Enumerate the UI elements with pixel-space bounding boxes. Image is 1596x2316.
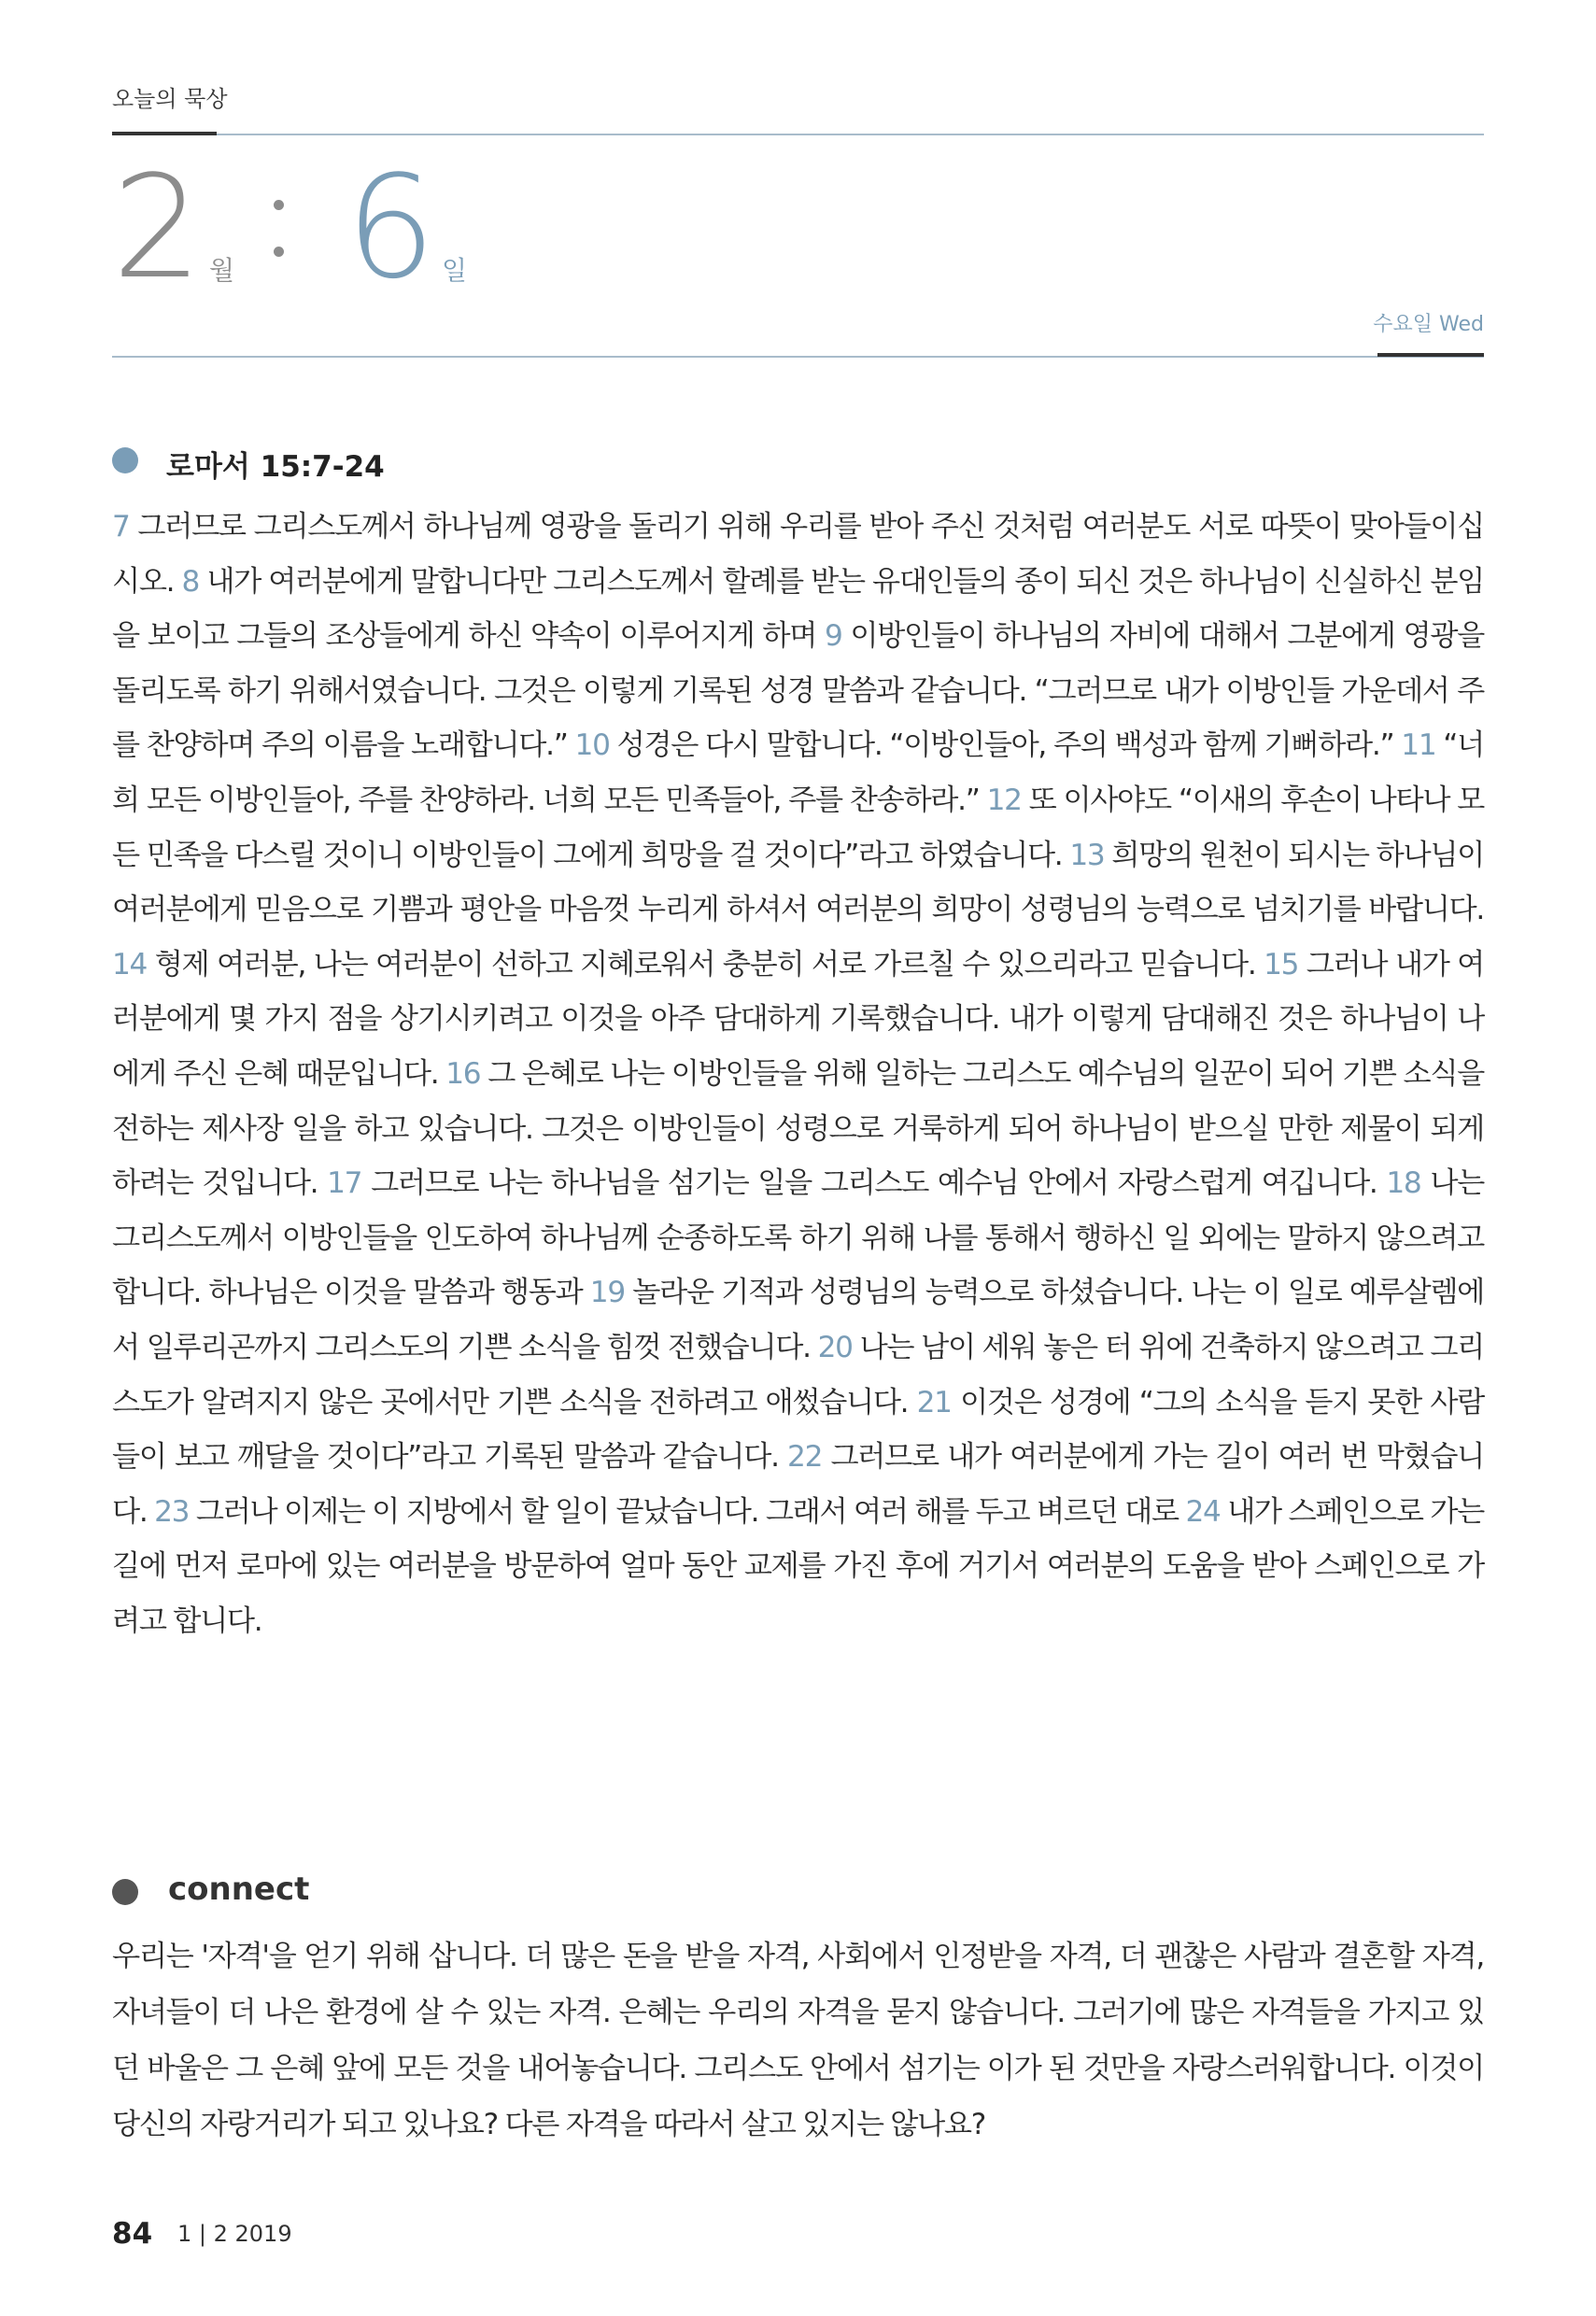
verse-number: 19 (589, 1276, 625, 1310)
verse-number: 12 (986, 783, 1022, 817)
verse-number: 22 (787, 1440, 823, 1475)
weekday-accent-bar (1377, 353, 1484, 357)
verse-text: 그러나 내가 여러분에게 몇 가지 점을 상기시키려고 이것을 아주 담대하게 기록했습니다. 내가 이렇게 담대해진 것은 하나님이 나에게 주신 은혜 때문입니다. (112, 947, 1484, 1091)
day-unit: 일 (442, 255, 468, 286)
verse-text: 그러나 이제는 이 지방에서 할 일이 끝났습니다. 그래서 여러 해를 두고 벼르던 대로 (189, 1494, 1186, 1529)
header-accent-bar (112, 132, 217, 135)
verse-text: 그러므로 나는 하나님을 섬기는 일을 그리스도 예수님 안에서 자랑스럽게 여깁니다. (361, 1166, 1387, 1201)
date-colon (274, 200, 285, 265)
verse-number: 7 (112, 510, 130, 544)
connect-bullet (112, 1879, 138, 1905)
header-rule (112, 134, 1484, 135)
verse-number: 8 (181, 564, 200, 599)
verse-number: 14 (112, 947, 148, 981)
verse-text: 형제 여러분, 나는 여러분이 선하고 지혜로워서 충분히 서로 가르칠 수 있으리라고 믿습니다. (147, 947, 1264, 981)
verse-text: 성경은 다시 말합니다. “이방인들아, 주의 백성과 함께 기뻐하라.” (609, 728, 1402, 763)
section-label: 오늘의 묵상 (112, 86, 228, 112)
weekday-label: 수요일 Wed (1373, 313, 1484, 336)
verse-text: 내가 여러분에게 말합니다만 그리스도께서 할례를 받는 유대인들의 종이 되신 것은 하나님이 신실하신 분임을 보이고 그들의 조상들에게 하신 약속이 이루어지게 하며 (112, 564, 1484, 654)
verse-number: 15 (1264, 947, 1299, 981)
verse-text: 희망의 원천이 되시는 하나님이 여러분에게 믿음으로 기쁨과 평안을 마음껏 누리게 하셔서 여러분의 희망이 성령님의 능력으로 넘치기를 바랍니다. (112, 838, 1484, 927)
colon-dot-top (274, 200, 284, 210)
month-unit: 월 (209, 255, 235, 286)
scripture-text (112, 500, 1484, 1648)
verse-number: 13 (1069, 838, 1105, 872)
verse-text: 나는 남이 세워 놓은 터 위에 건축하지 않으려고 그리스도가 알려지지 않은 곳에서만 기쁜 소식을 전하려고 애썼습니다. (112, 1330, 1484, 1419)
page-number: 84 (112, 2217, 153, 2251)
passage-reference: 로마서 15:7-24 (166, 450, 385, 484)
verse-number: 23 (154, 1494, 190, 1529)
verse-text: 그러므로 그리스도께서 하나님께 영광을 돌리기 위해 우리를 받아 주신 것처럼 여러분도 서로 따뜻이 맞아들이십시오. (112, 510, 1484, 599)
verse-number: 9 (824, 619, 842, 654)
verse-text: 그러므로 내가 여러분에게 가는 길이 여러 번 막혔습니다. (112, 1440, 1485, 1529)
verse-text: 나는 그리스도께서 이방인들을 인도하여 하나님께 순종하도록 하기 위해 나를 통해서 행하신 일 외에는 말하지 않으려고 합니다. 하나님은 이것을 말씀과 행동과 (112, 1166, 1484, 1310)
verse-number: 11 (1401, 728, 1436, 763)
verse-text: 또 이사야도 “이새의 후손이 나타나 모든 민족을 다스릴 것이니 이방인들이 그에게 희망을 걸 것이다”라고 하였습니다. (112, 783, 1484, 872)
verse-number: 18 (1386, 1166, 1421, 1201)
day-number: 6 (346, 145, 436, 310)
verse-text: 그 은혜로 나는 이방인들을 위해 일하는 그리스도 예수님의 일꾼이 되어 기쁜 소식을 전하는 제사장 일을 하고 있습니다. 그것은 이방인들이 성령으로 거룩하게 되어 하나님이 받으실 만한 제물이 되게 하려는 것입니다. (112, 1056, 1484, 1201)
connect-text: 우리는 '자격'을 얻기 위해 삽니다. 더 많은 돈을 받을 자격, 사회에서 인정받을 자격, 더 괜찮은 사람과 결혼할 자격, 자녀들이 더 나은 환경에 살 수 있는 자격. 은혜는 우리의 자격을 묻지 않습니다. 그러기에 많은 자격들을 가지고 있던 바울은 그 은혜 앞에 모든 것을 내어놓습니다. 그리스도 안에서 섬기는 이가 된 것만을 자랑스러워합니다. 이것이 당신의 자랑거리가 되고 있나요? 다른 자격을 따라서 살고 있지는 않나요? (112, 1940, 1484, 2141)
passage-bullet (112, 447, 138, 473)
date-rule (112, 356, 1484, 358)
verse-text: 놀라운 기적과 성령님의 능력으로 하셨습니다. 나는 이 일로 예루살렘에서 일루리곤까지 그리스도의 기쁜 소식을 힘껏 전했습니다. (112, 1276, 1484, 1364)
issue-date: 1 | 2 2019 (177, 2221, 292, 2247)
verse-number: 17 (327, 1166, 362, 1201)
verse-text: 이것은 성경에 “그의 소식을 듣지 못한 사람들이 보고 깨달을 것이다”라고 기록된 말씀과 같습니다. (112, 1385, 1485, 1475)
verse-number: 10 (574, 728, 610, 763)
verse-text: 이방인들이 하나님의 자비에 대해서 그분에게 영광을 돌리도록 하기 위해서였습니다. 그것은 이렇게 기록된 성경 말씀과 같습니다. “그러므로 내가 이방인들 가운데서 주를 찬양하며 주의 이름을 노래합니다.” (112, 619, 1484, 763)
verse-number: 20 (817, 1330, 853, 1364)
month-number: 2 (112, 145, 203, 310)
verse-number: 24 (1185, 1494, 1221, 1529)
connect-title: connect (168, 1871, 310, 1908)
verse-number: 21 (916, 1385, 952, 1419)
colon-dot-bottom (274, 247, 284, 257)
verse-text: “너희 모든 이방인들아, 주를 찬양하라. 너희 모든 민족들아, 주를 찬송하라.” (112, 728, 1484, 817)
verse-number: 16 (445, 1056, 481, 1091)
verse-text: 내가 스페인으로 가는 길에 먼저 로마에 있는 여러분을 방문하여 얼마 동안 교제를 가진 후에 거기서 여러분의 도움을 받아 스페인으로 가려고 합니다. (112, 1494, 1484, 1638)
